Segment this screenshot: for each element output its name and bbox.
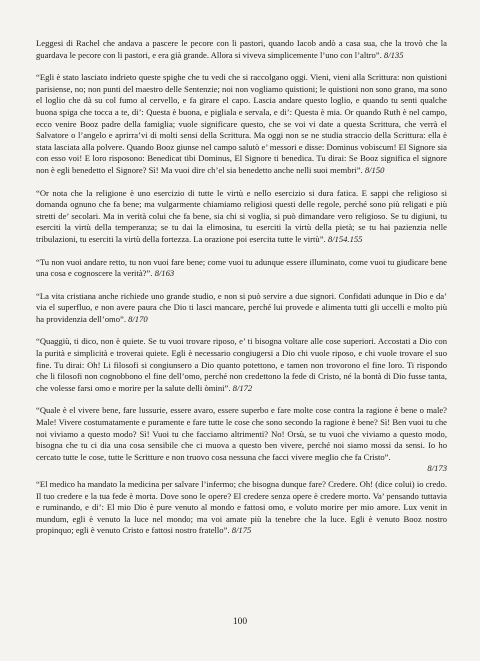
citation: 8/154.155 (327, 233, 363, 244)
citation: 8/135 (383, 49, 404, 60)
citation: 8/170 (128, 313, 148, 324)
citation: 8/173 (427, 463, 447, 474)
paragraph-3: “Or nota che la religione è uno esercizio di tutte le virtù e nello esercizio si dura fatica. E sappi che religioso si domanda ognuno che fa bene; ma vulgarmente chiamiamo religiosi questi delle regole, perché sono più religati e più stretti de’ secolari. Ma in verità colui che fa bene, sia chi si voglia, si può dimandare vero religioso. Se tu digiuni, tu eserciti la virtù della temperanza; se tu dai la elimosina, tu eserciti la virtù della pietà; se tu hai pazienzia nelle tribulazioni, tu eserciti la virtù della fortezza. La orazione poi esercita tutte le virtù”. 8/154.155 (36, 187, 447, 244)
paragraph-7: “Quale è el vivere bene, fare lussurie, essere avaro, essere superbo e fare molte cose contra la ragione è bene o male? Male! Vivere costumatamente e puramente e fare tutte le cose che sono secondo la ragione è bene? Sì! Ben vuoi tu che noi viviamo a questo modo? Sì! Vuoi tu che facciamo altrimenti? No! Orsù, se tu vuoi che viviamo a questo modo, bisogna che tu ci dia una cosa sensibile che ci muova a questo ben vivere, perché noi siamo mossi da sensi. Io ho cercato tutte le cose, tutte le Scritture e non truovo cosa nessuna che facci vivere meglio che fa Cristo”. 8/173 (36, 405, 447, 474)
citation: 8/175 (231, 525, 252, 536)
citation: 8/172 (232, 382, 253, 393)
paragraph-6: “Quaggiù, ti dico, non è quiete. Se tu vuoi trovare riposo, e’ ti bisogna voltare alle cose superiori. Accostati a Dio con la purità e simplicità e troverai quiete. Egli è necessario congiugersi a Dio chi vuole riposo, e chi vuole trovare el suo fine. Tu dirai: Oh! Li filosofi si congiunsero a Dio quanto potettono, e tamen non trovorono el fine loro. Ti rispondo che li filosofi non cognobbono el fine dell’omo, perché non credettono la fede di Cristo, né la bontà di Dio fusse tanta, che volesse farsi omo e morire per la salute delli òmini”. 8/172 (36, 336, 447, 393)
paragraph-1: Leggesi di Rachel che andava a pascere le pecore con li pastori, quando Iacob andò a casa sua, che la trovò che la guardava le pecore con li pastori, e era già grande. Allora si viveva simplicemente l’uno con l’altro”. 8/135 (36, 38, 447, 60)
paragraph-8: “El medico ha mandato la medicina per salvare l’infermo; che bisogna dunque fare? Credere. Oh! (dice colui) io credo. Il tuo credere e la tua fede è morta. Dove sono le opere? El credere senza opere è credere morto. Va’ pensando tuttavia e ruminando, e di’: El mio Dio è pure venuto al mondo e fattosi omo, e voluto morire per mio amore. Lux venit in mundum, egli è venuto la luce nel mondo; ma voi amate più la tenebre che la luce. Egli è venuto Booz nostro propinquo; egli è venuto Cristo e fattosi nostro fratello”. 8/175 (36, 479, 447, 536)
paragraph-5: “La vita cristiana anche richiede uno grande studio, e non si può servire a due signori. Confidati adunque in Dio e da’ via el superfluo, e non avere paura che Dio ti lasci mancare, perché lui provede e alimenta tutti gli uccelli e molto più ha providenzia dell’omo”. 8/170 (36, 290, 447, 324)
paragraph-2: “Egli è stato lasciato indrieto queste spighe che tu vedi che si raccolgano oggi. Vieni, vieni alla Scrittura: non quistioni parisiense, no; non punti del maestro delle Sentenzie; noi non vogliamo quistioni; le quistioni non sono grano, ma sono el loglio che dà su col fumo al cervello, e fa girare el capo. Lascia andare questo loglio, e quando tu senti qualche buona spiga che tocca a te, di’: Questa è buona, e pigliala e servala, e di’: Questa è mia. Or quando Ruth è nel campo, ecco venire Booz padre della famiglia; vuole significare questo, che se voi vi date a questa Scrittura, che verrà el Salvatore o l’angelo e aprirra’vi di molti sensi della Scrittura. Ma oggi non se ne studia straccio della Scrittura: ella è stata lasciata alla polvere. Quando Booz giunse nel campo salutò e’ messori e disse: Dominus vobiscum! El Signore sia con esso voi! E loro risposono: Benedicat tibi Dominus, El Signore ti benedica. Tu dirai: Se Booz significa el signore non è egli benedetto el Signore? Sì! Ma vuoi dire ch’el sia benedetto anche nelli suoi membri”. 8/150 (36, 72, 447, 175)
paragraph-4: “Tu non vuoi andare retto, tu non vuoi fare bene; come vuoi tu adunque essere illuminato, come vuoi tu giudicare bene una cosa e cognoscere la verità?”. 8/163 (36, 256, 447, 279)
page-number: 100 (232, 617, 248, 627)
citation: 8/150 (364, 164, 385, 175)
citation: 8/163 (154, 268, 175, 279)
